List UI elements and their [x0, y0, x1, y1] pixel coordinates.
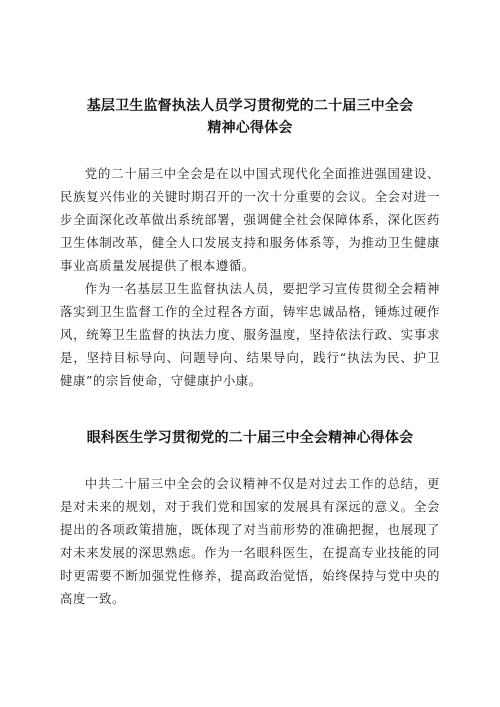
- article1-title-line2: 精神心得体会: [207, 120, 293, 136]
- article1-title: [0, 95, 500, 139]
- article2-title-line: 眼科医生学习贯彻党的二十届三中全会精神心得体会: [86, 430, 414, 446]
- article1-title-line1: 基层卫生监督执法人员学习贯彻党的二十届三中全会: [86, 98, 414, 114]
- article1-paragraph-2: 作为一名基层卫生监督执法人员，要把学习宣传贯彻全会精神落实到卫生监督工作的全过程各方面，铸牢忠诚品格，锤炼过硬作风，统筹卫生监督的执法力度、服务温度，坚持依法行政、实事求是，坚持目标导向、问题导向、结果导向，践行“执法为民、护卫健康”的宗旨使命，守健康护小康。: [60, 281, 440, 388]
- article2-title: [0, 428, 500, 448]
- article1-paragraph-1: 党的二十届三中全会是在以中国式现代化全面推进强国建设、民族复兴伟业的关键时期召开的一次十分重要的会议。全会对进一步全面深化改革做出系统部署，强调健全社会保障体系，深化医药卫生体制改革，健全人口发展支持和服务体系等，为推动卫生健康事业高质量发展提供了根本遵循。: [60, 166, 440, 273]
- article1-body: [60, 162, 440, 392]
- article2-paragraph-1: 中共二十届三中全会的会议精神不仅是对过去工作的总结，更是对未来的规划，对于我们党和国家的发展具有深远的意义。全会提出的各项政策措施，既体现了对当前形势的准确把握，也展现了对未来发展的深思熟虑。作为一名眼科医生，在提高专业技能的同时更需要不断加强党性修养，提高政治觉悟，始终保持与党中央的高度一致。: [60, 476, 440, 606]
- article2-body: [60, 472, 440, 610]
